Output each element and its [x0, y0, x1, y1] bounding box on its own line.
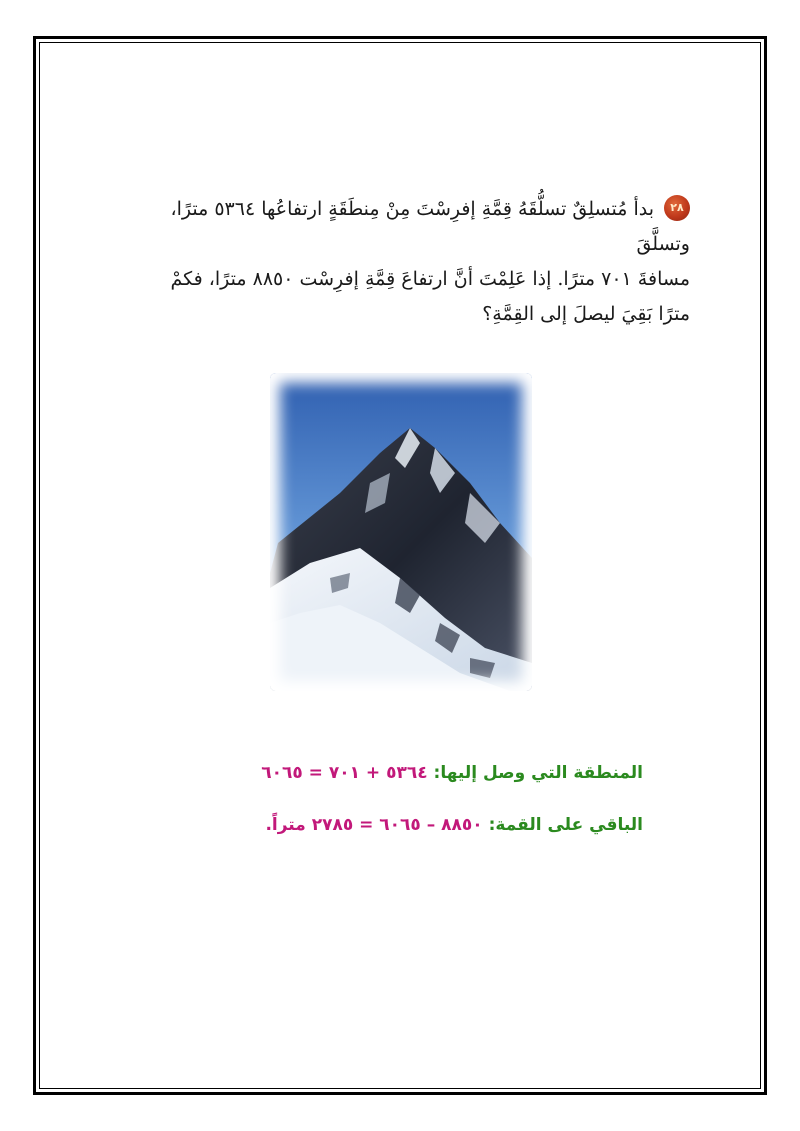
mountain-photo — [270, 373, 532, 691]
answer-line-1-label: المنطقة التي وصل إليها: — [433, 763, 643, 783]
problem-text — [130, 192, 690, 332]
problem-line-2: مسافةَ ٧٠١ مترًا. إذا عَلِمْتَ أنَّ ارتفاعَ قِمَّةِ إفرِسْت ٨٨٥٠ مترًا، فكمْ — [170, 268, 690, 290]
answer-line-1 — [261, 763, 643, 783]
answer-line-2-label: الباقي على القمة: — [488, 815, 643, 835]
answer-line-2-expression: ٨٨٥٠ – ٦٠٦٥ = ٢٧٨٥ متراً. — [265, 815, 483, 835]
problem-line-1-text: بدأ مُتسلِقٌ تسلُّقَهُ قِمَّةِ إفرِسْتَ مِنْ مِنطَقَةٍ ارتفاعُها ٥٣٦٤ مترًا، وتسلَّقَ — [170, 198, 690, 255]
answer-line-2 — [265, 815, 643, 835]
problem-number-badge: ٢٨ — [664, 195, 690, 221]
answer-line-1-expression: ٥٣٦٤ + ٧٠١ = ٦٠٦٥ — [261, 763, 428, 783]
problem-line-1 — [130, 192, 690, 262]
problem-line-3: مترًا بَقِيَ ليصلَ إلى القِمَّةِ؟ — [482, 303, 690, 325]
